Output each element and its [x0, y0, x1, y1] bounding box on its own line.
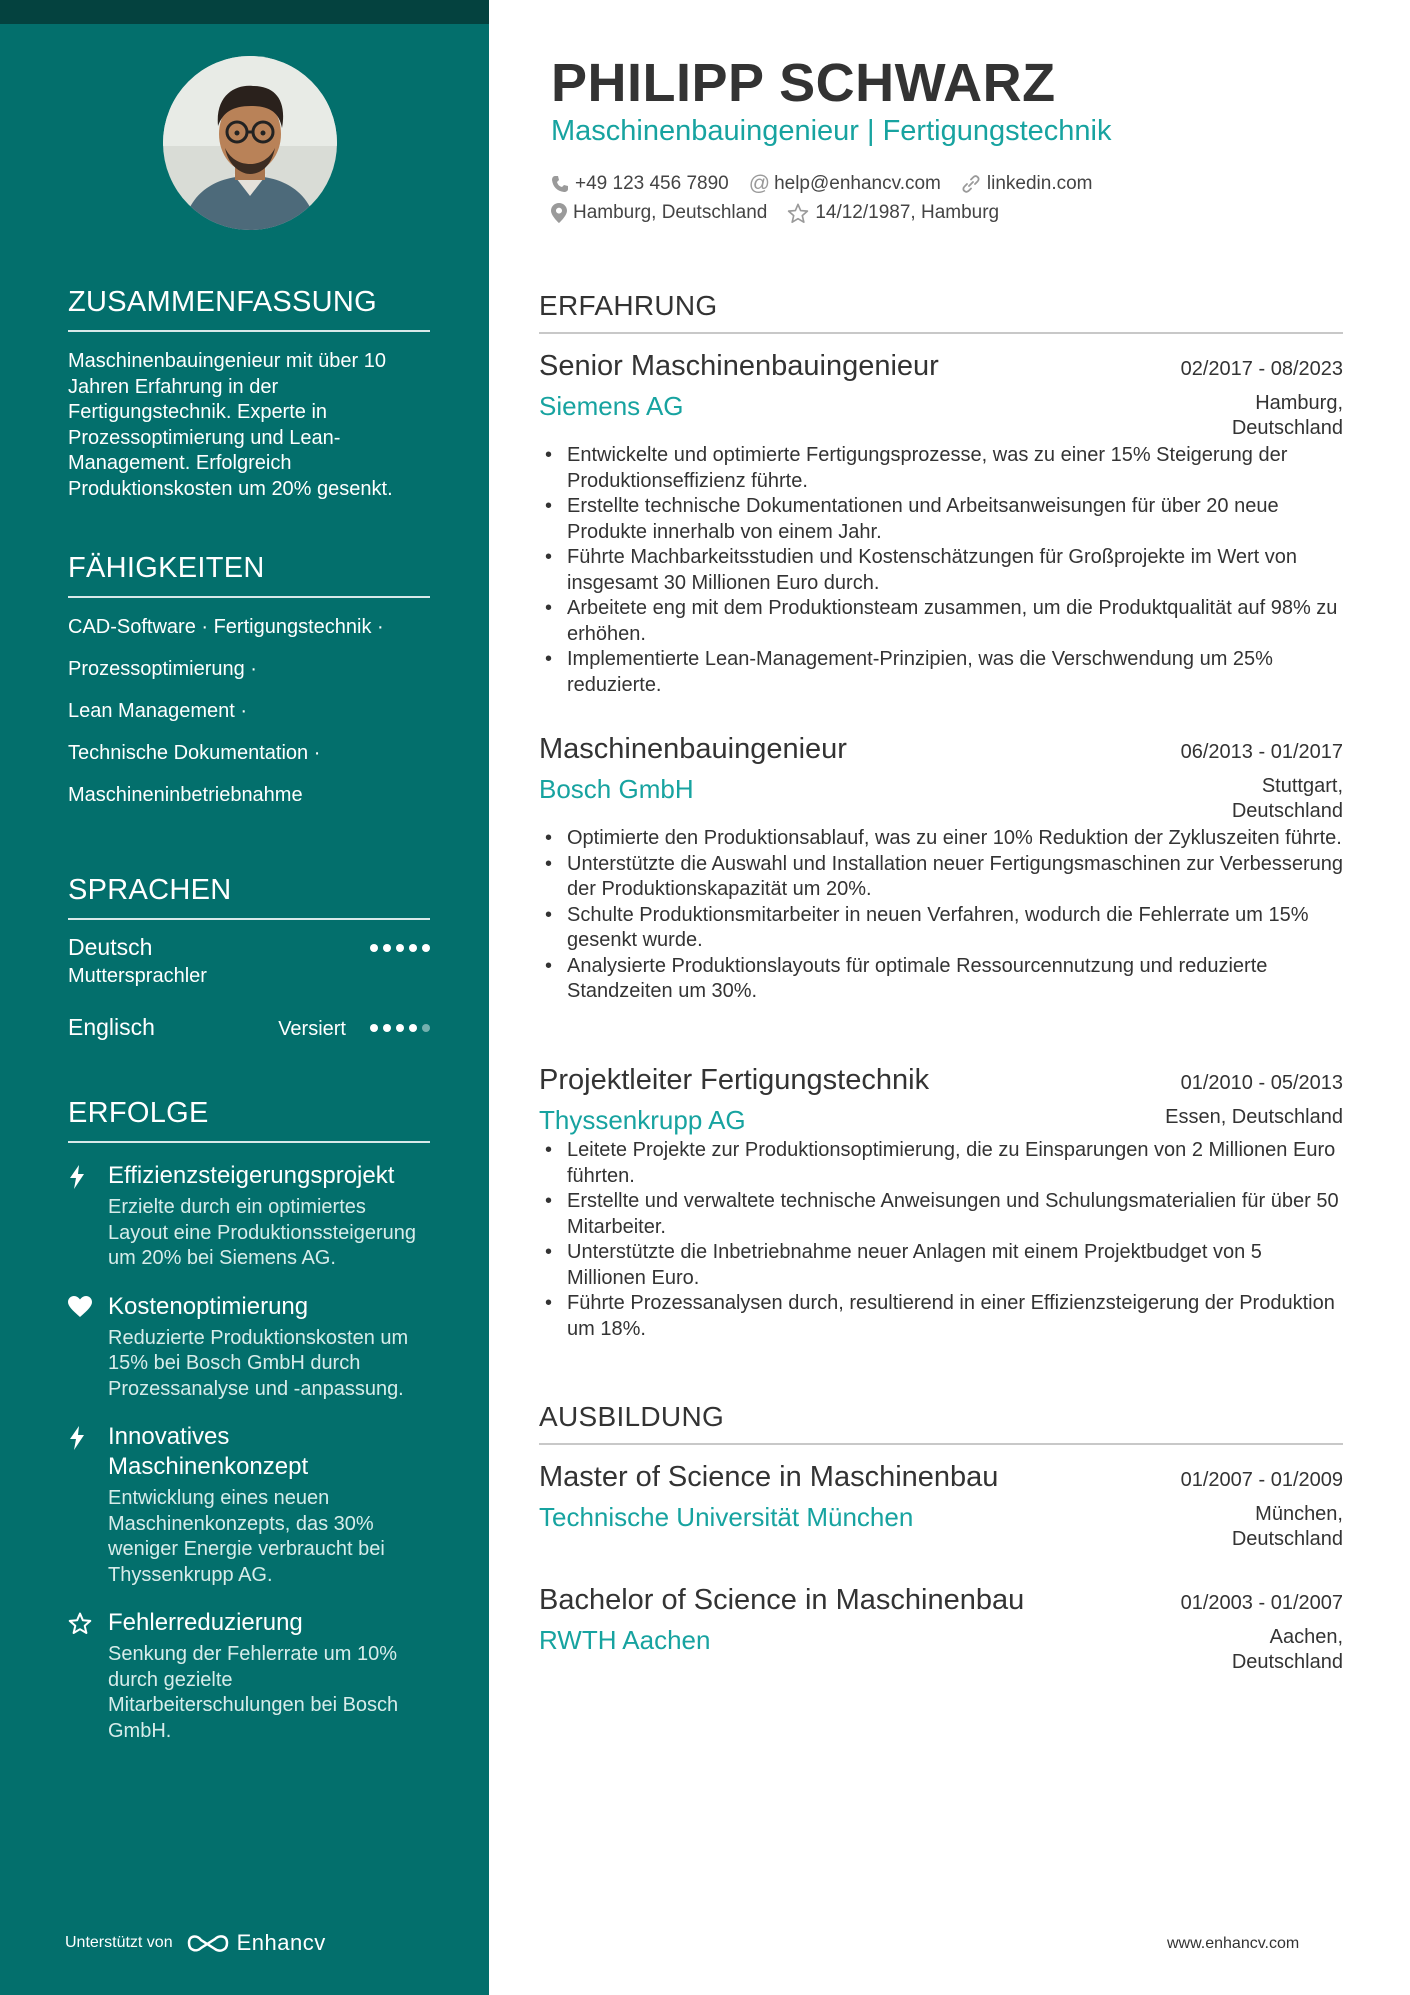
enhancv-brand: Enhancv — [236, 1930, 326, 1955]
achievement-desc: Senkung der Fehlerrate um 10% durch gezielte Mitarbeiterschulungen bei Bosch GmbH. — [108, 1643, 399, 1742]
birth-contact — [787, 202, 999, 224]
skill-item: Technische Dokumentation · — [68, 742, 321, 764]
achievement-item — [68, 1608, 430, 1744]
bullet-item: • Führte Machbarkeitsstudien und Kostenschätzungen für Großprojekte im Wert von insgesamt 30 Millionen Euro durch. — [539, 545, 1343, 596]
language-level: Muttersprachler — [68, 965, 207, 987]
link-text: linkedin.com — [986, 173, 1093, 194]
achievement-item — [68, 1292, 430, 1403]
education-entry — [539, 1584, 1343, 1675]
achievement-title: Effizienzsteigerungsprojekt — [108, 1162, 395, 1189]
skill-item: CAD-Software · Fertigungstechnik · — [68, 616, 384, 638]
phone-contact[interactable] — [551, 173, 729, 195]
bullet-item: • Erstellte technische Dokumentationen und Arbeitsanweisungen für über 20 neue Produkte innerhalb von einem Jahr. — [539, 494, 1343, 545]
skills-heading: FÄHIGKEITEN — [68, 552, 430, 598]
languages-heading: SPRACHEN — [68, 874, 430, 920]
skills-section — [68, 552, 430, 825]
company-name[interactable]: Siemens AG — [539, 391, 684, 421]
job-title: Senior Maschinenbauingenieur — [539, 350, 939, 382]
skill-item: Lean Management · — [68, 700, 248, 722]
achievements-heading: ERFOLGE — [68, 1097, 430, 1143]
school-name[interactable]: RWTH Aachen — [539, 1625, 711, 1655]
skill-item: Maschineninbetriebnahme — [68, 784, 303, 806]
language-name: Deutsch — [68, 934, 153, 960]
sidebar — [0, 0, 489, 1995]
bullet-item: • Implementierte Lean-Management-Prinzipien, was die Verschwendung um 25% reduzierte. — [539, 647, 1343, 698]
contact-row-1 — [551, 172, 1113, 196]
school-location: Aachen, Deutschland — [1231, 1626, 1343, 1673]
email-contact[interactable] — [749, 172, 941, 196]
star-icon — [68, 1608, 108, 1744]
achievement-desc: Reduzierte Produktionskosten um 15% bei Bosch GmbH durch Prozessanalyse und -anpassung. — [108, 1326, 409, 1400]
skill-item: Prozessoptimierung · — [68, 658, 257, 680]
experience-heading: ERFAHRUNG — [539, 290, 1343, 334]
candidate-name: PHILIPP SCHWARZ — [551, 53, 1056, 113]
bullet-item: • Schulte Produktionsmitarbeiter in neuen Verfahren, wodurch die Fehlerrate um 15% gesenkt wurde. — [539, 903, 1343, 954]
achievement-title: Fehlerreduzierung — [108, 1609, 303, 1636]
bolt-icon — [68, 1422, 108, 1588]
location-pin-icon — [551, 203, 567, 223]
bullet-item: • Unterstützte die Inbetriebnahme neuer Anlagen mit einem Projektbudget von 5 Millionen Euro. — [539, 1240, 1343, 1291]
language-item-deutsch — [68, 934, 430, 988]
link-contact[interactable] — [961, 173, 1093, 195]
job-dates: 06/2013 - 01/2017 — [1180, 741, 1343, 763]
bullet-item: • Erstellte und verwaltete technische Anweisungen und Schulungsmaterialien für über 50 Mitarbeiter. — [539, 1189, 1343, 1240]
contact-row-2 — [551, 202, 1019, 224]
summary-text: Maschinenbauingenieur mit über 10 Jahren Erfahrung in der Fertigungstechnik. Experte in Prozessoptimierung und Lean-Management. Erfolgreich Produktionskosten um 20% gesenkt. — [68, 350, 393, 500]
job-title: Projektleiter Fertigungstechnik — [539, 1064, 930, 1096]
star-outline-icon — [787, 203, 809, 224]
job-location: Hamburg, Deutschland — [1231, 392, 1343, 439]
achievement-title: Innovatives Maschinenkonzept — [108, 1423, 309, 1480]
location-text: Hamburg, Deutschland — [573, 202, 768, 223]
job-dates: 02/2017 - 08/2023 — [1180, 358, 1343, 380]
languages-section — [68, 874, 430, 1041]
achievement-title: Kostenoptimierung — [108, 1292, 309, 1320]
job-dates: 01/2010 - 05/2013 — [1180, 1072, 1343, 1094]
email-text: help@enhancv.com — [774, 173, 941, 194]
bullet-item: • Analysierte Produktionslayouts für optimale Ressourcennutzung und reduzierte Standzeiten um 30%. — [539, 954, 1343, 1005]
job-bullets — [539, 443, 1343, 698]
company-name[interactable]: Thyssenkrupp AG — [539, 1105, 746, 1135]
language-item-englisch — [68, 1014, 430, 1041]
summary-heading: ZUSAMMENFASSUNG — [68, 286, 430, 332]
avatar — [163, 56, 337, 230]
degree-dates: 01/2007 - 01/2009 — [1180, 1469, 1343, 1491]
job-location: Essen, Deutschland — [1165, 1106, 1343, 1128]
job-bullets — [539, 826, 1343, 1005]
experience-entry — [539, 733, 1343, 1005]
bullet-item: • Unterstützte die Auswahl und Installation neuer Fertigungsmaschinen zur Verbesserung der Produktionskapazität um 20%. — [539, 852, 1343, 903]
powered-by[interactable] — [65, 1930, 326, 1956]
school-location: München, Deutschland — [1231, 1503, 1343, 1550]
enhancv-logo-icon — [185, 1931, 231, 1955]
language-name: Englisch — [68, 1014, 155, 1040]
location-contact — [551, 202, 767, 224]
profile-photo — [163, 56, 337, 230]
experience-entry — [539, 350, 1343, 698]
candidate-role: Maschinenbauingenieur | Fertigungstechnik — [551, 115, 1112, 147]
language-rating — [370, 944, 430, 952]
bullet-item: • Leitete Projekte zur Produktionsoptimierung, die zu Einsparungen von 2 Millionen Euro führten. — [539, 1138, 1343, 1189]
footer-url[interactable]: www.enhancv.com — [1167, 1935, 1300, 1952]
achievement-item — [68, 1161, 430, 1272]
achievement-item — [68, 1422, 430, 1588]
powered-by-label: Unterstützt von — [65, 1934, 173, 1951]
degree-title: Bachelor of Science in Maschinenbau — [539, 1584, 1025, 1616]
education-heading: AUSBILDUNG — [539, 1401, 1343, 1445]
birth-text: 14/12/1987, Hamburg — [815, 202, 1000, 223]
job-bullets — [539, 1138, 1343, 1342]
job-location: Stuttgart, Deutschland — [1231, 775, 1343, 822]
degree-dates: 01/2003 - 01/2007 — [1180, 1592, 1343, 1614]
degree-title: Master of Science in Maschinenbau — [539, 1461, 999, 1493]
language-level: Versiert — [278, 1018, 346, 1040]
job-title: Maschinenbauingenieur — [539, 733, 847, 765]
at-icon: @ — [748, 172, 771, 195]
achievement-desc: Entwicklung eines neuen Maschinenkonzepts, das 30% weniger Energie verbraucht bei Thyssenkrupp AG. — [108, 1487, 385, 1586]
experience-entry — [539, 1064, 1343, 1342]
bolt-icon — [68, 1161, 108, 1272]
school-name[interactable]: Technische Universität München — [539, 1502, 914, 1532]
achievement-desc: Erzielte durch ein optimiertes Layout eine Produktionssteigerung um 20% bei Siemens AG. — [108, 1196, 416, 1269]
bullet-item: • Führte Prozessanalysen durch, resultierend in einer Effizienzsteigerung der Produktion um 18%. — [539, 1291, 1343, 1342]
bullet-item: • Optimierte den Produktionsablauf, was zu einer 10% Reduktion der Zykluszeiten führte. — [539, 826, 1343, 852]
language-rating — [370, 1024, 430, 1032]
summary-section — [68, 286, 430, 502]
sidebar-top-band — [0, 0, 489, 24]
link-icon — [961, 174, 981, 194]
phone-icon — [551, 175, 569, 193]
heart-icon — [68, 1292, 108, 1403]
achievements-section — [68, 1097, 430, 1744]
education-entry — [539, 1461, 1343, 1552]
skills-list — [68, 615, 430, 807]
phone-text: +49 123 456 7890 — [575, 173, 729, 194]
bullet-item: • Entwickelte und optimierte Fertigungsprozesse, was zu einer 15% Steigerung der Produktionseffizienz führte. — [539, 443, 1343, 494]
company-name[interactable]: Bosch GmbH — [539, 774, 694, 804]
bullet-item: • Arbeitete eng mit dem Produktionsteam zusammen, um die Produktqualität auf 98% zu erhöhen. — [539, 596, 1343, 647]
